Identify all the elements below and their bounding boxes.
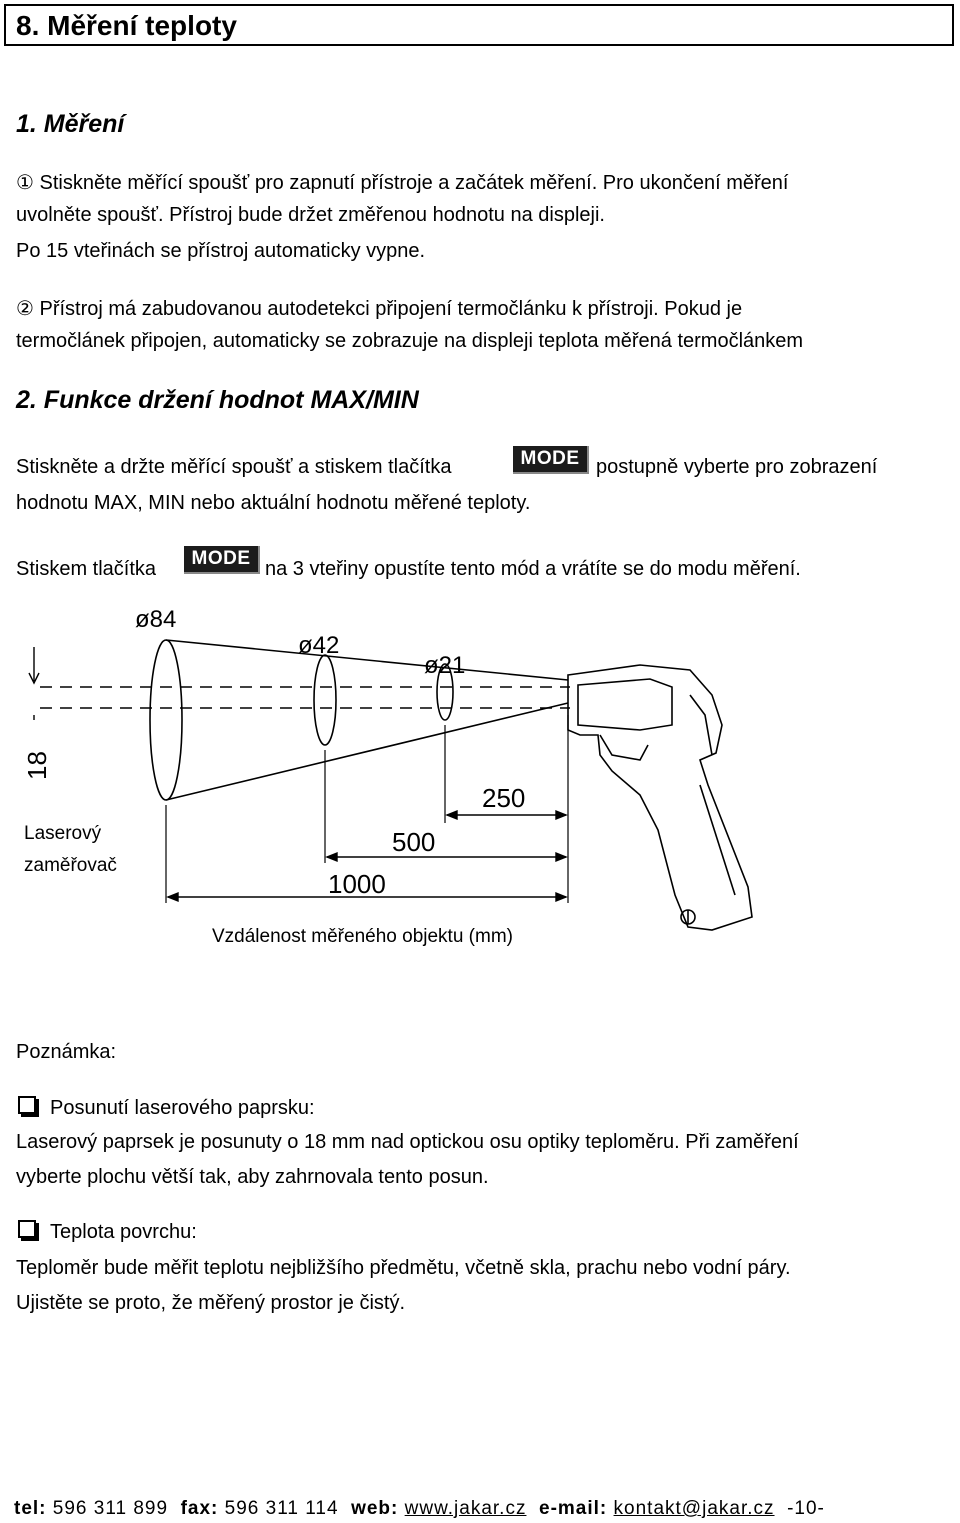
distance-250-label: 250 <box>482 783 526 813</box>
cone-top-edge <box>166 640 568 680</box>
page-number: -10- <box>787 1498 825 1519</box>
note-1-title: Posunutí laserového paprsku: <box>50 1097 315 1119</box>
diagram-caption: Vzdálenost měřeného objektu (mm) <box>212 926 513 947</box>
footer-email-label: e-mail: <box>539 1498 608 1519</box>
mode-button-image: MODE <box>513 446 589 474</box>
page-title: 8. Měření teploty <box>16 10 237 41</box>
paragraph-1-line-1: ① Stiskněte měřící spoušť pro zapnutí přístroje a začátek měření. Pro ukončení měření <box>16 172 789 194</box>
offset-label: 18 <box>22 751 52 780</box>
paragraph-1-line-3: Po 15 vteřinách se přístroj automaticky vypne. <box>16 240 426 262</box>
notes-heading: Poznámka: <box>16 1041 117 1063</box>
spot-ellipse-84 <box>150 640 182 800</box>
diameter-84-label: ø84 <box>135 606 177 633</box>
distance-1000-label: 1000 <box>328 869 386 899</box>
paragraph-2-line-1: ② Přístroj má zabudovanou autodetekci připojení termočlánku k přístroji. Pokud je <box>16 298 743 320</box>
circled-number-1: ① <box>16 172 34 194</box>
maxmin-line-3-before: Stiskem tlačítka <box>16 558 157 580</box>
note-2-line-1: Teploměr bude měřit teplotu nejbližšího předmětu, včetně skla, prachu nebo vodní páry. <box>16 1257 791 1279</box>
circled-number-2: ② <box>16 298 34 320</box>
thermometer-gun-illustration <box>568 665 752 930</box>
footer-web-label: web: <box>351 1498 399 1519</box>
mode-button-image-2: MODE <box>184 546 260 574</box>
paragraph-2-line-2: termočlánek připojen, automaticky se zobrazuje na displeji teplota měřená termočlánkem <box>16 330 804 352</box>
footer-email-link[interactable]: kontakt@jakar.cz <box>613 1498 775 1519</box>
maxmin-line-2: hodnotu MAX, MIN nebo aktuální hodnotu měřené teploty. <box>16 492 531 514</box>
measurement-cone <box>150 640 568 800</box>
maxmin-line-3-after: na 3 vteřiny opustíte tento mód a vrátíte se do modu měření. <box>265 558 801 580</box>
footer-tel-label: tel: <box>14 1498 47 1519</box>
laser-sight-label-line-2: zaměřovač <box>24 855 117 876</box>
paragraph-1-line-2: uvolněte spoušť. Přístroj bude držet změřenou hodnotu na displeji. <box>16 204 605 226</box>
distance-to-spot-diagram <box>0 595 960 965</box>
note-1-line-1: Laserový paprsek je posunuty o 18 mm nad optickou osu optiky teploměru. Při zaměření <box>16 1131 799 1153</box>
note-2-title: Teplota povrchu: <box>50 1221 197 1243</box>
distance-500-label: 500 <box>392 827 436 857</box>
footer-fax-label: fax: <box>180 1498 219 1519</box>
laser-sight-label-line-1: Laserový <box>24 823 102 844</box>
spot-ellipse-42 <box>314 655 336 745</box>
maxmin-line-1-after: postupně vyberte pro zobrazení <box>596 456 878 478</box>
page-footer <box>14 1498 825 1520</box>
laser-lines <box>40 687 570 708</box>
diameter-21-label: ø21 <box>424 652 466 679</box>
note-2-line-2: Ujistěte se proto, že měřený prostor je čistý. <box>16 1292 406 1314</box>
checkbox-icon <box>18 1220 36 1238</box>
page-title-box <box>4 4 954 46</box>
footer-tel: 596 311 899 <box>52 1498 169 1519</box>
footer-fax: 596 311 114 <box>224 1498 339 1519</box>
footer-web-link[interactable]: www.jakar.cz <box>404 1498 527 1519</box>
diameter-42-label: ø42 <box>298 632 340 659</box>
section-heading-measurement: 1. Měření <box>16 110 125 138</box>
section-heading-maxmin: 2. Funkce držení hodnot MAX/MIN <box>16 386 419 414</box>
note-1-line-2: vyberte plochu větší tak, aby zahrnovala tento posun. <box>16 1166 489 1188</box>
maxmin-line-1-before: Stiskněte a držte měřící spoušť a stiskem tlačítka <box>16 456 452 478</box>
checkbox-icon <box>18 1096 36 1114</box>
